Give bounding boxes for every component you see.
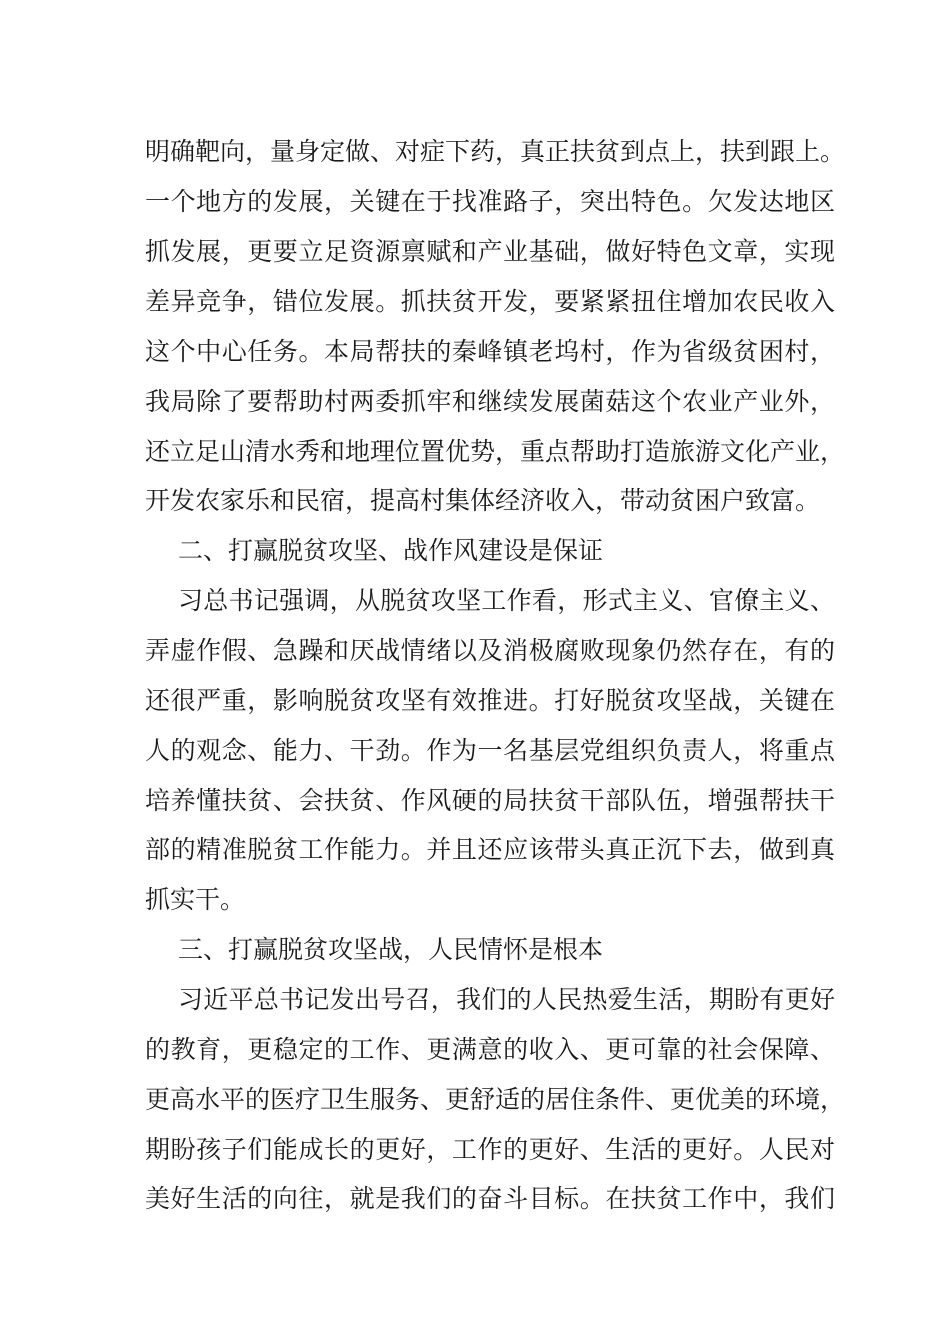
text-line-8: 开发农家乐和民宿，提高村集体经济收入，带动贫困户致富。 [145, 486, 821, 515]
text-line-12: 还很严重，影响脱贫攻坚有效推进。打好脱贫攻坚战，关键在 [145, 686, 835, 715]
section-heading-3: 三、打赢脱贫攻坚战，人民情怀是根本 [178, 935, 604, 964]
text-line-2: 一个地方的发展，关键在于找准路子，突出特色。欠发达地区 [145, 187, 835, 216]
text-line-6: 我局除了要帮助村两委抓牢和继续发展菌菇这个农业产业外， [145, 387, 835, 416]
text-line-7: 还立足山清水秀和地理位置优势，重点帮助打造旅游文化产业， [145, 437, 846, 466]
text-line-18: 习近平总书记发出号召，我们的人民热爱生活，期盼有更好 [178, 985, 835, 1014]
text-line-15: 部的精准脱贫工作能力。并且还应该带头真正沉下去，做到真 [145, 835, 835, 864]
text-line-4: 差异竞争，错位发展。抓扶贫开发，要紧紧扭住增加农民收入 [145, 287, 835, 316]
text-line-19: 的教育，更稳定的工作、更满意的收入、更可靠的社会保障、 [145, 1035, 835, 1064]
text-line-20: 更高水平的医疗卫生服务、更舒适的居住条件、更优美的环境， [145, 1085, 846, 1114]
text-line-5: 这个中心任务。本局帮扶的秦峰镇老坞村，作为省级贫困村， [145, 337, 835, 366]
text-line-11: 弄虚作假、急躁和厌战情绪以及消极腐败现象仍然存在，有的 [145, 636, 835, 665]
text-line-13: 人的观念、能力、干劲。作为一名基层党组织负责人，将重点 [145, 736, 835, 765]
text-line-10: 习总书记强调，从脱贫攻坚工作看，形式主义、官僚主义、 [178, 586, 835, 615]
text-line-3: 抓发展，更要立足资源禀赋和产业基础，做好特色文章，实现 [145, 237, 835, 266]
text-line-1: 明确靶向，量身定做、对症下药，真正扶贫到点上，扶到跟上。 [145, 137, 846, 166]
text-line-22: 美好生活的向往，就是我们的奋斗目标。在扶贫工作中，我们 [145, 1184, 835, 1213]
text-line-16: 抓实干。 [145, 885, 246, 914]
text-line-14: 培养懂扶贫、会扶贫、作风硬的局扶贫干部队伍，增强帮扶干 [145, 786, 835, 815]
text-line-21: 期盼孩子们能成长的更好，工作的更好、生活的更好。人民对 [145, 1135, 835, 1164]
section-heading-2: 二、打赢脱贫攻坚、战作风建设是保证 [178, 536, 604, 565]
